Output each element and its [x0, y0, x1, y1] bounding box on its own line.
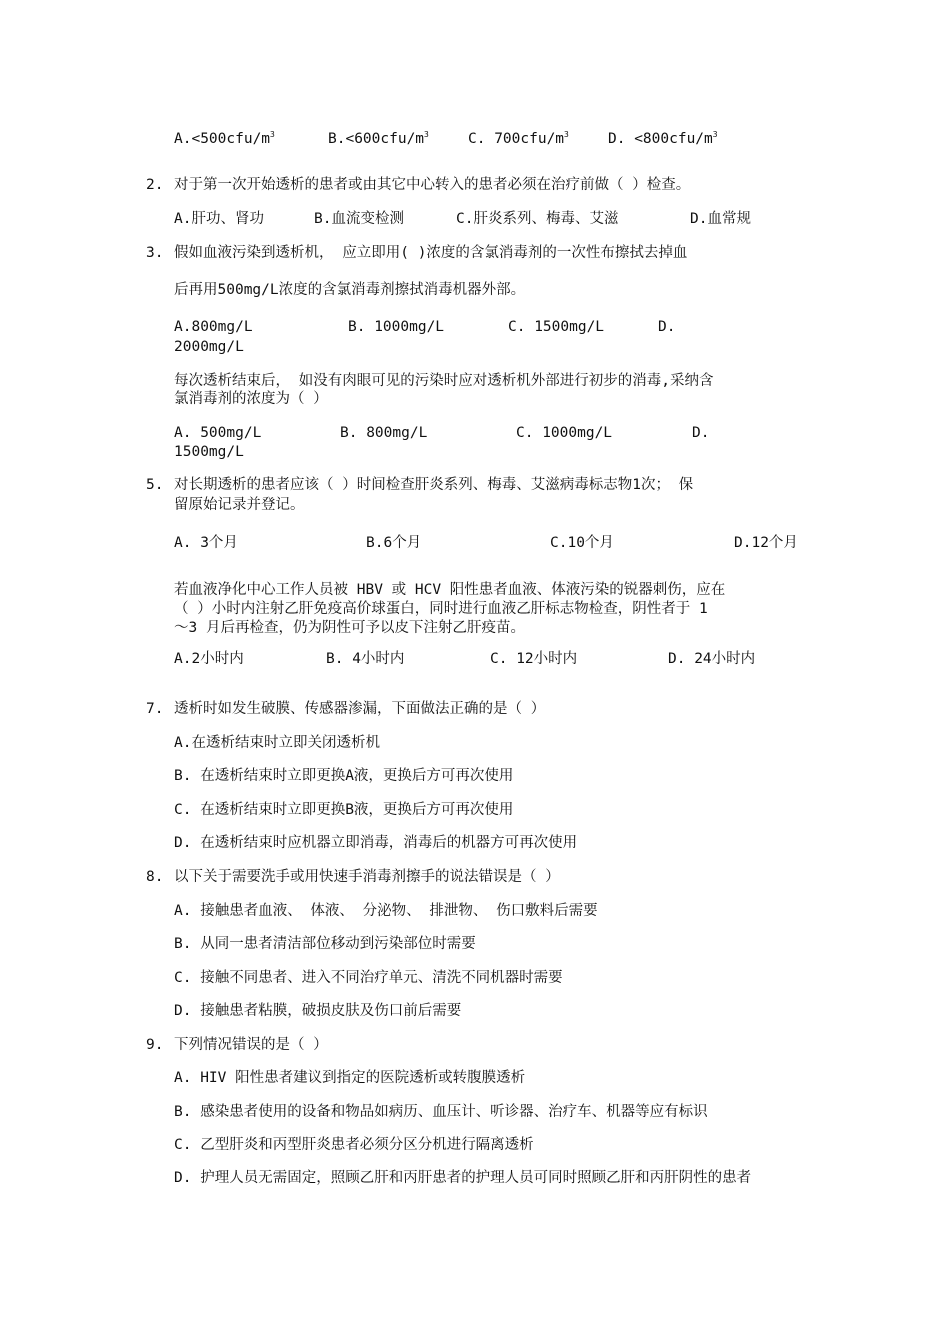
q8-number: 8. [146, 869, 164, 885]
q2-number: 2. [146, 177, 164, 193]
q7-option-b: B. 在透析结束时立即更换A液，更换后方可再次使用 [174, 768, 514, 784]
q7-text: 透析时如发生破膜、传感器渗漏，下面做法正确的是（ ） [174, 701, 546, 717]
q4-option-c: C. 1000mg/L [516, 425, 613, 441]
q4-option-d-value: 1500mg/L [174, 444, 244, 460]
q2-option-b: B.血流变检测 [314, 211, 404, 227]
q3-option-a: A.800mg/L [174, 319, 253, 335]
q9-option-b: B. 感染患者使用的设备和物品如病历、血压计、听诊器、治疗车、机器等应有标识 [174, 1104, 708, 1120]
q1-option-d: D. $<800cfu/m^3$ [608, 130, 718, 147]
q4-text-line1: 每次透析结束后， 如没有肉眼可见的污染时应对透析机外部进行初步的消毒,采纳含 [174, 373, 714, 389]
q4-option-d: D. [692, 425, 710, 441]
q8-option-c: C. 接触不同患者、进入不同治疗单元、清洗不同机器时需要 [174, 970, 563, 986]
q5-option-d: D.12个月 [734, 535, 798, 551]
q9-number: 9. [146, 1037, 164, 1053]
q7-option-d: D. 在透析结束时应机器立即消毒，消毒后的机器方可再次使用 [174, 835, 578, 851]
q7-number: 7. [146, 701, 164, 717]
q5-option-c: C.10个月 [550, 535, 614, 551]
q8-option-a: A. 接触患者血液、 体液、 分泌物、 排泄物、 伤口敷料后需要 [174, 903, 598, 919]
q5-option-a: A. 3个月 [174, 535, 238, 551]
q6-text-line2: （ ）小时内注射乙肝免疫高价球蛋白，同时进行血液乙肝标志物检查，阴性者于 1 [174, 601, 708, 617]
q1-option-b: $B.<600cfu/m^3$ [328, 130, 429, 147]
q5-option-b: B.6个月 [366, 535, 422, 551]
q4-option-a: A. 500mg/L [174, 425, 262, 441]
q9-option-d: D. 护理人员无需固定，照顾乙肝和丙肝患者的护理人员可同时照顾乙肝和丙肝阴性的患者 [174, 1170, 752, 1186]
q4-option-b: B. 800mg/L [340, 425, 428, 441]
q8-option-b: B. 从同一患者清洁部位移动到污染部位时需要 [174, 936, 476, 952]
q9-option-a: A. HIV 阳性患者建议到指定的医院透析或转腹膜透析 [174, 1070, 526, 1086]
q4-text-line2: 氯消毒剂的浓度为（ ） [174, 391, 328, 407]
q2-option-d: D.血常规 [690, 211, 751, 227]
q6-option-c: C. 12小时内 [490, 651, 578, 667]
q9-text: 下列情况错误的是（ ） [174, 1037, 328, 1053]
q5-text-line1: 对长期透析的患者应该（ ）时间检查肝炎系列、梅毒、艾滋病毒标志物1次； 保 [174, 477, 694, 493]
q9-option-c: C. 乙型肝炎和丙型肝炎患者必须分区分机进行隔离透析 [174, 1137, 534, 1153]
q1-option-a: $A.<500cfu/m^3$ [174, 130, 275, 147]
q2-text: 对于第一次开始透析的患者或由其它中心转入的患者必须在治疗前做（ ）检查。 [174, 177, 691, 193]
q3-option-b: B. 1000mg/L [348, 319, 445, 335]
q3-option-d: D. [658, 319, 676, 335]
q2-option-c: C.肝炎系列、梅毒、艾滋 [456, 211, 619, 227]
q3-option-c: C. 1500mg/L [508, 319, 605, 335]
q3-option-d-value: 2000mg/L [174, 339, 244, 355]
q5-number: 5. [146, 477, 164, 493]
q6-option-b: B. 4小时内 [326, 651, 405, 667]
q1-option-c: C. $700cfu/m^3$ [468, 130, 569, 147]
q8-text: 以下关于需要洗手或用快速手消毒剂擦手的说法错误是（ ） [174, 869, 560, 885]
q7-option-c: C. 在透析结束时立即更换B液，更换后方可再次使用 [174, 802, 514, 818]
q3-text-line1: 假如血液污染到透析机， 应立即用( )浓度的含氯消毒剂的一次性布擦拭去掉血 [174, 245, 688, 261]
q3-text-line2: 后再用500mg/L浓度的含氯消毒剂擦拭消毒机器外部。 [174, 282, 526, 298]
q6-text-line1: 若血液净化中心工作人员被 HBV 或 HCV 阳性患者血液、体液污染的锐器刺伤，应在 [174, 582, 726, 598]
q6-option-a: A.2小时内 [174, 651, 244, 667]
q3-number: 3. [146, 245, 164, 261]
q8-option-d: D. 接触患者粘膜，破损皮肤及伤口前后需要 [174, 1003, 462, 1019]
q2-option-a: A.肝功、肾功 [174, 211, 264, 227]
q6-text-line3: ～3 月后再检查，仍为阴性可予以皮下注射乙肝疫苗。 [174, 620, 525, 636]
q5-text-line2: 留原始记录并登记。 [174, 497, 305, 513]
q6-option-d: D. 24小时内 [668, 651, 756, 667]
q7-option-a: A.在透析结束时立即关闭透析机 [174, 735, 380, 751]
